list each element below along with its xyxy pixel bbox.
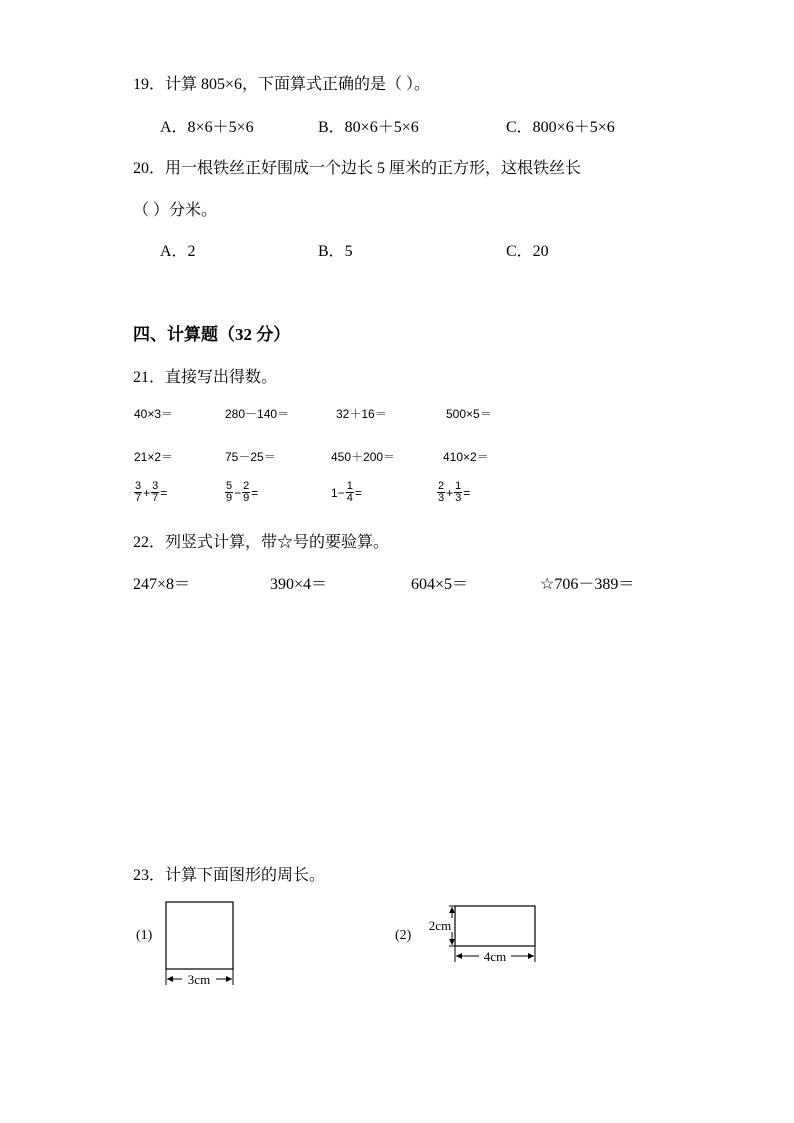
denominator: 7 (135, 492, 142, 504)
figure-1-square (160, 898, 240, 990)
q21-r2-c3: 450＋200＝ (331, 450, 396, 464)
equals: = (251, 485, 259, 500)
figure-2-label: (2) (395, 928, 412, 943)
fraction (346, 481, 354, 504)
fraction (437, 481, 445, 504)
q21-r2-c4: 410×2＝ (443, 450, 489, 464)
arrow-left-icon (167, 976, 173, 982)
figure-2-rectangle (424, 900, 542, 966)
figure-2-width: 4cm (483, 949, 507, 964)
q19-option-a[interactable]: A．8×6＋5×6 (160, 119, 254, 136)
arrow-left-icon (456, 953, 462, 959)
q20-stem-line2: （ ）分米。 (133, 202, 218, 219)
arrow-up-icon (449, 907, 455, 913)
numerator: 5 (226, 480, 233, 492)
q21-r1-c4: 500×5＝ (446, 407, 492, 421)
q21-r1-c2: 280－140＝ (225, 407, 290, 421)
q21-r3-c3 (331, 481, 362, 504)
numerator: 3 (135, 480, 142, 492)
q21-r1-c1: 40×3＝ (134, 407, 174, 421)
q19-option-b[interactable]: B．80×6＋5×6 (318, 119, 419, 136)
operator: + (446, 485, 454, 500)
q21-r2-c1: 21×2＝ (134, 450, 174, 464)
fraction (242, 481, 250, 504)
q22-item-1: 247×8＝ (133, 576, 191, 593)
lead-term: 1− (331, 485, 345, 500)
fraction (454, 481, 462, 504)
q20-option-b[interactable]: B．5 (318, 243, 353, 260)
denominator: 9 (226, 492, 233, 504)
numerator: 3 (152, 480, 159, 492)
numerator: 2 (243, 480, 250, 492)
equals: = (463, 485, 471, 500)
q20-option-c[interactable]: C．20 (506, 243, 549, 260)
fraction (225, 481, 233, 504)
operator: − (234, 485, 242, 500)
denominator: 4 (346, 492, 353, 504)
q21-r2-c2: 75－25＝ (225, 450, 276, 464)
q21-stem: 21．直接写出得数。 (133, 369, 278, 386)
arrow-down-icon (449, 939, 455, 945)
q19-option-c[interactable]: C．800×6＋5×6 (506, 119, 615, 136)
numerator: 2 (438, 480, 445, 492)
figure-1-dim: 3cm (187, 972, 211, 987)
denominator: 3 (455, 492, 462, 504)
equals: = (354, 485, 362, 500)
section-title: 四、计算题（32 分） (133, 325, 291, 344)
fraction (151, 481, 159, 504)
q23-stem: 23．计算下面图形的周长。 (133, 867, 326, 884)
q21-r1-c3: 32＋16＝ (336, 407, 387, 421)
rectangle-shape (455, 906, 535, 946)
arrow-right-icon (528, 953, 534, 959)
fraction (134, 481, 142, 504)
figure-2-height: 2cm (428, 918, 452, 933)
denominator: 9 (243, 492, 250, 504)
numerator: 1 (455, 480, 462, 492)
q22-stem: 22．列竖式计算，带☆号的要验算。 (133, 534, 390, 551)
q20-stem-line1: 20．用一根铁丝正好围成一个边长 5 厘米的正方形，这根铁丝长 (133, 160, 582, 177)
denominator: 7 (152, 492, 159, 504)
q22-item-3: 604×5＝ (411, 576, 469, 593)
q21-r3-c1 (134, 481, 167, 504)
figure-1-label: (1) (136, 928, 153, 943)
q20-option-a[interactable]: A．2 (160, 243, 196, 260)
q19-stem: 19．计算 805×6，下面算式正确的是（ ）。 (133, 76, 431, 93)
operator: + (143, 485, 151, 500)
q21-r3-c2 (225, 481, 258, 504)
square-shape (166, 902, 233, 969)
q22-item-4: ☆706－389＝ (540, 576, 635, 593)
arrow-right-icon (226, 976, 232, 982)
numerator: 1 (346, 480, 353, 492)
denominator: 3 (438, 492, 445, 504)
q21-r3-c4 (437, 481, 470, 504)
q22-item-2: 390×4＝ (270, 576, 328, 593)
equals: = (160, 485, 168, 500)
